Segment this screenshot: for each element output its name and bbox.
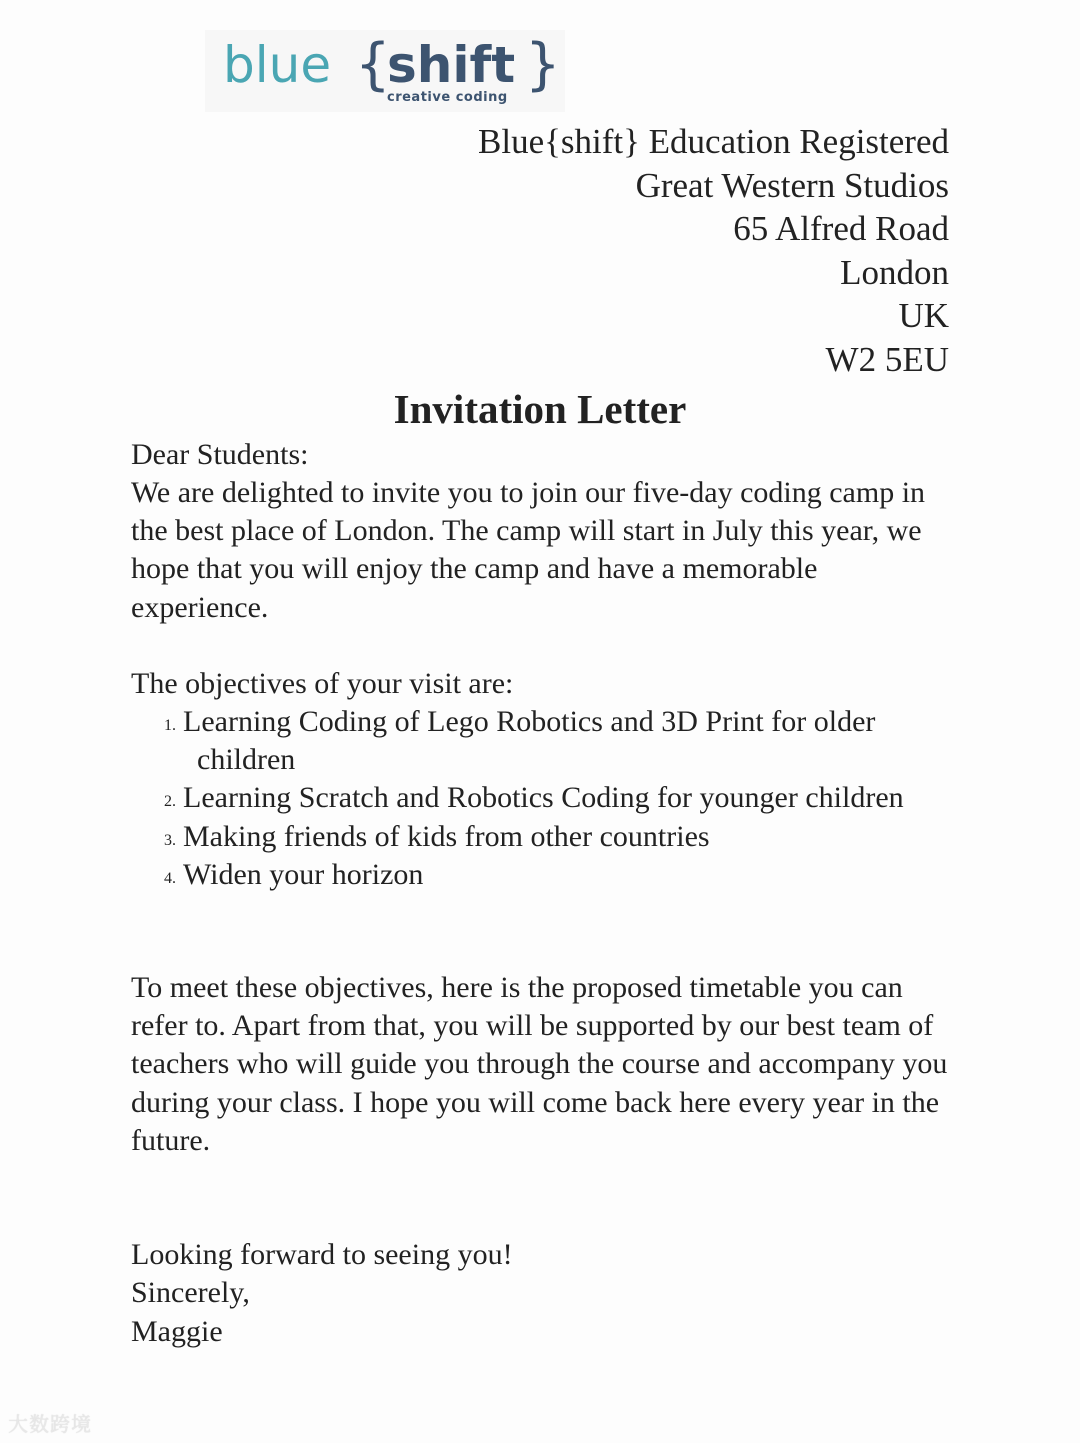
list-item-text: Making friends of kids from other countries (183, 819, 710, 853)
logo-brace-open: { (355, 32, 391, 97)
closing-line: Looking forward to seeing you! (131, 1238, 513, 1271)
greeting: Dear Students: (131, 438, 309, 471)
logo-brace-close: } (525, 32, 561, 97)
watermark: 大数跨境 (8, 1412, 92, 1436)
list-item-number: 1. (164, 717, 176, 734)
list-item (131, 818, 961, 856)
address-line: London (840, 252, 949, 292)
signature-name: Maggie (131, 1315, 223, 1348)
address-line: UK (898, 296, 949, 336)
objectives-list (131, 703, 961, 894)
address-line: 65 Alfred Road (733, 209, 949, 249)
address-line: Great Western Studios (635, 165, 949, 205)
address-line: W2 5EU (825, 339, 949, 379)
address-line: Blue{shift} Education Registered (478, 122, 949, 161)
sign-off: Sincerely, (131, 1276, 250, 1309)
list-item (131, 703, 961, 779)
list-item-text: Widen your horizon (183, 857, 424, 891)
sender-address (478, 120, 949, 382)
intro-paragraph: We are delighted to invite you to join our five-day coding camp in the best place of London. The camp will start in July this year, we hope that you will enjoy the camp and have a memorable experience. (131, 476, 926, 624)
company-logo (205, 30, 565, 112)
logo-tagline: creative coding (387, 90, 508, 105)
list-item (131, 779, 961, 817)
objectives-heading: The objectives of your visit are: (131, 667, 514, 700)
logo-word-shift: shift (387, 36, 516, 94)
list-item-text: Learning Coding of Lego Robotics and 3D Print for older children (183, 705, 876, 777)
letter-title: Invitation Letter (393, 386, 687, 432)
details-paragraph: To meet these objectives, here is the proposed timetable you can refer to. Apart from that, you will be supported by our best team of teachers who will guide you through the course and accompany you during your class. I hope you will come back here every year in the future. (131, 971, 948, 1157)
list-item (131, 856, 961, 894)
list-item-number: 3. (164, 831, 176, 849)
list-item-number: 2. (164, 793, 176, 811)
logo-word-blue: blue (223, 36, 332, 94)
list-item-text: Learning Scratch and Robotics Coding for younger children (183, 781, 904, 815)
list-item-number: 4. (164, 869, 176, 887)
